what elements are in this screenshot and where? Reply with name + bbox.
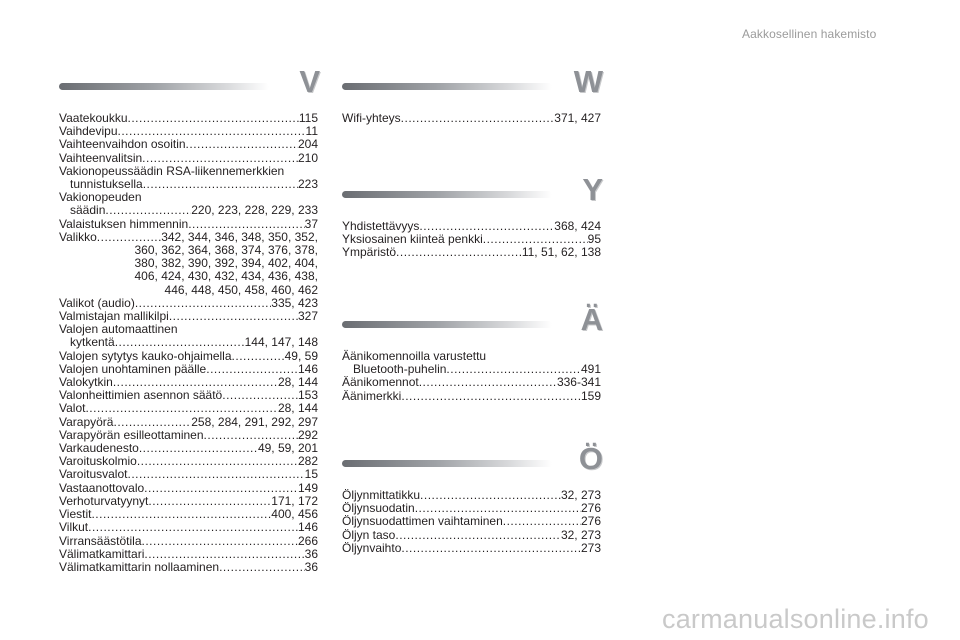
section-divider-bar [342,83,552,90]
entry-page-numbers: 282 [297,455,318,469]
entry-page-numbers: 342, 344, 346, 348, 350, 352, [161,230,318,244]
index-entry [59,416,318,429]
entry-line [59,297,318,310]
entry-label: kytkentä [70,336,115,350]
entry-page-numbers: 327 [297,310,318,324]
dot-leader [85,402,277,415]
entry-line [59,548,318,561]
dot-leader [401,112,555,125]
index-entry [59,363,318,376]
dot-leader [396,246,522,259]
dot-leader [222,389,298,402]
entry-page-numbers: 146 [297,521,318,535]
entry-label: Äänimerkki [342,389,402,403]
entry-line [59,218,318,231]
dot-leader [401,390,581,403]
entry-label: Varapyörän esilleottaminen [59,428,204,442]
entry-line [59,561,318,574]
index-entry [342,529,601,542]
index-entry [59,376,318,389]
dot-leader [206,363,298,376]
dot-leader [219,561,305,574]
dot-leader [395,529,561,542]
entry-page-numbers: 11, 51, 62, 138 [521,246,601,260]
entry-line [59,468,318,481]
index-entry [59,442,318,455]
section-y-header [342,172,603,210]
section-letter: V [299,64,320,99]
entry-label: Valikko [59,230,97,244]
dot-leader [144,548,304,561]
page-header-title: Aakkosellinen hakemisto [742,27,877,41]
index-entry [342,502,601,515]
entry-label: Öljynvaihto [342,541,402,555]
entry-page-numbers: 336-341 [556,376,601,390]
section-w [342,64,603,125]
entry-line [59,376,318,389]
dot-leader [142,152,298,165]
entry-label: Valonheittimien asennon säätö [59,389,223,403]
entry-label: Ympäristö [342,246,397,260]
entry-line [342,542,601,555]
entry-line [59,508,318,521]
index-entry [59,112,318,125]
entry-label: Valokytkin [59,376,113,390]
index-entry [342,233,601,246]
dot-leader [169,310,298,323]
entry-line [342,489,601,502]
dot-leader [420,489,561,502]
dot-leader [118,125,306,138]
dot-leader [113,416,191,429]
entry-label: Välimatkamittarin nollaaminen [59,560,220,574]
section-divider-bar [342,460,552,467]
section-divider-bar [342,321,552,328]
index-entry-list [342,350,601,403]
index-entry [59,165,318,191]
section-letter: Ä [580,302,603,337]
index-entry [342,112,601,125]
index-entry [59,389,318,402]
entry-line [342,233,601,246]
entry-page-numbers: 223 [297,178,318,192]
entry-label: Valojen sytytys kauko-ohjaimella [59,349,232,363]
entry-page-numbers-continued: 446, 448, 450, 458, 460, 462 [164,282,318,297]
entry-line [59,429,318,442]
dot-leader [148,495,271,508]
index-entry-list [342,220,601,260]
entry-page-numbers: 276 [580,502,601,516]
entry-page-numbers: 28, 144 [277,376,318,390]
dot-leader [115,336,245,349]
dot-leader [91,508,271,521]
entry-page-numbers: 15 [304,468,318,482]
entry-label: Öljyn taso [342,528,396,542]
entry-label: Äänikomennot [342,376,419,390]
entry-page-numbers: 28, 144 [277,402,318,416]
index-entry-list [342,489,601,555]
entry-line [59,204,318,217]
entry-line [342,220,601,233]
dot-leader [143,178,298,191]
entry-page-numbers: 95 [587,233,601,247]
index-entry [59,152,318,165]
dot-leader [401,542,581,555]
index-entry [59,521,318,534]
index-entry [59,231,318,297]
index-entry [59,508,318,521]
entry-page-numbers: 276 [580,515,601,529]
entry-line [342,390,601,403]
dot-leader [186,138,298,151]
index-entry [59,191,318,217]
entry-page-numbers-continued: 380, 382, 390, 392, 394, 402, 404, [134,256,318,271]
entry-label: Vaihteenvalitsin [59,151,143,165]
index-entry [342,220,601,233]
entry-label: Wifi-yhteys [342,112,401,125]
entry-line [342,376,601,389]
entry-label: Verhoturvatyynyt [59,494,149,508]
entry-label: Yhdistettävyys [342,220,420,233]
dot-leader [135,297,271,310]
entry-line [59,125,318,138]
dot-leader [88,521,298,534]
dot-leader [446,363,581,376]
index-entry [59,561,318,574]
entry-label: Öljynsuodattimen vaihtaminen [342,515,503,529]
index-entry [59,495,318,508]
dot-leader [204,429,298,442]
index-entry [342,376,601,389]
entry-line [342,246,601,259]
index-entry-list [59,112,318,574]
section-ae-header [342,302,603,340]
entry-page-numbers: 153 [297,389,318,403]
dot-leader [139,442,258,455]
section-oe [342,441,603,555]
entry-label: Vilkut [59,521,89,535]
entry-page-numbers: 335, 423 [271,296,318,310]
entry-page-numbers: 292 [297,428,318,442]
entry-line [59,112,318,125]
index-entry [342,246,601,259]
entry-line [342,112,601,125]
entry-label: Yksiosainen kiinteä penkki [342,233,483,247]
dot-leader [419,220,554,233]
entry-label: Vaihteenvaihdon osoitin [59,138,186,152]
entry-page-numbers: 49, 59, 201 [257,442,318,456]
dot-leader [113,376,278,389]
dot-leader [503,515,581,528]
entry-line [59,350,318,363]
entry-page-numbers: 11 [305,125,318,139]
entry-page-numbers: 32, 273 [560,489,601,502]
index-entry [342,350,601,376]
section-letter: Y [582,172,603,207]
index-entry [342,390,601,403]
section-divider-bar [59,83,269,90]
entry-page-numbers: 171, 172 [271,494,318,508]
dot-leader [105,204,191,217]
section-divider-bar [342,191,552,198]
entry-line [59,535,318,548]
entry-line [59,152,318,165]
entry-label-first-line: Äänikomennoilla varustettu [342,349,487,363]
section-letter: W [573,64,603,99]
entry-page-numbers: 146 [297,362,318,376]
dot-leader [232,350,285,363]
entry-label: Vaihdevipu [59,125,118,139]
entry-page-numbers: 49, 59 [284,349,318,363]
section-oe-header [342,441,603,479]
entry-line [59,482,318,495]
entry-label: Bluetooth-puhelin [353,363,447,377]
index-entry [59,548,318,561]
index-entry-list [342,112,601,125]
entry-label: Valikot (audio) [59,296,135,310]
section-v-header [59,64,320,102]
dot-leader [142,535,298,548]
entry-label: Valot [59,402,86,416]
entry-label: Valojen unohtaminen päälle [59,362,207,376]
entry-line [342,515,601,528]
entry-line [59,495,318,508]
entry-label: Vastaanottovalo [59,481,145,495]
entry-page-numbers: 258, 284, 291, 292, 297 [191,415,318,429]
entry-page-numbers: 115 [298,112,318,125]
section-letter: Ö [578,441,603,476]
index-entry [59,218,318,231]
dot-leader [128,112,299,125]
entry-line [59,389,318,402]
entry-label: Valmistajan mallikilpi [59,310,169,324]
entry-label: säädin [70,204,106,218]
entry-label-first-line: Vakionopeuden [59,190,142,205]
index-entry [59,482,318,495]
entry-line [59,402,318,415]
entry-page-numbers: 36 [304,560,318,574]
entry-page-numbers: 204 [297,138,318,152]
entry-label: Öljynsuodatin [342,502,415,516]
entry-page-numbers: 371, 427 [554,112,601,125]
index-entry [59,468,318,481]
entry-label: Valaistuksen himmennin [59,217,189,231]
entry-line [59,416,318,429]
entry-page-numbers: 210 [297,151,318,165]
index-entry [59,323,318,349]
entry-page-numbers-continued: 360, 362, 364, 368, 374, 376, 378, [134,243,318,258]
index-entry [59,297,318,310]
index-entry [59,535,318,548]
entry-page-numbers-continued: 406, 424, 430, 432, 434, 436, 438, [134,269,318,284]
entry-line [342,363,601,376]
entry-line [59,138,318,151]
entry-line [59,442,318,455]
index-entry [342,515,601,528]
entry-label: Varkaudenesto [59,442,139,456]
entry-page-numbers: 400, 456 [271,508,318,522]
index-entry [59,138,318,151]
entry-label: Viestit [59,508,92,522]
entry-line [342,502,601,515]
entry-page-numbers: 266 [297,534,318,548]
dot-leader [483,233,588,246]
entry-page-numbers: 37 [304,217,318,231]
index-entry [59,125,318,138]
entry-page-numbers: 273 [580,541,601,555]
entry-page-numbers: 491 [580,363,601,377]
entry-label: Vaatekoukku [59,112,128,125]
entry-page-numbers: 32, 273 [560,528,601,542]
dot-leader [415,502,581,515]
entry-page-numbers: 220, 223, 228, 229, 233 [191,204,318,218]
dot-leader [144,482,298,495]
dot-leader [188,218,304,231]
index-entry [59,402,318,415]
entry-page-numbers: 36 [304,547,318,561]
section-ae [342,302,603,403]
entry-label: Varapyörä [59,415,114,429]
index-entry [59,350,318,363]
section-v [59,64,320,574]
entry-line [59,455,318,468]
entry-label: Virransäästötila [59,534,142,548]
section-w-header [342,64,603,102]
section-y [342,172,603,260]
entry-page-numbers: 159 [580,389,601,403]
index-entry [342,489,601,502]
entry-line [342,529,601,542]
entry-label: Välimatkamittari [59,547,145,561]
entry-line [59,363,318,376]
dot-leader [127,468,304,481]
entry-label: Varoitusvalot [59,468,128,482]
index-entry [59,429,318,442]
entry-line [59,336,318,349]
entry-label: tunnistuksella [70,178,143,192]
entry-page-numbers: 144, 147, 148 [244,336,318,350]
entry-label: Öljynmittatikku [342,489,421,502]
dot-leader [419,376,557,389]
index-entry [59,455,318,468]
entry-label-first-line: Valojen automaattinen [59,322,178,337]
entry-line [59,521,318,534]
entry-label-first-line: Vakionopeussäädin RSA-liikennemerkkien [59,163,285,178]
entry-page-numbers: 149 [297,481,318,495]
entry-label: Varoituskolmio [59,455,137,469]
entry-page-numbers: 368, 424 [554,220,601,233]
watermark-text: carmanualsonline.info [662,604,929,634]
dot-leader [137,455,298,468]
index-entry [342,542,601,555]
